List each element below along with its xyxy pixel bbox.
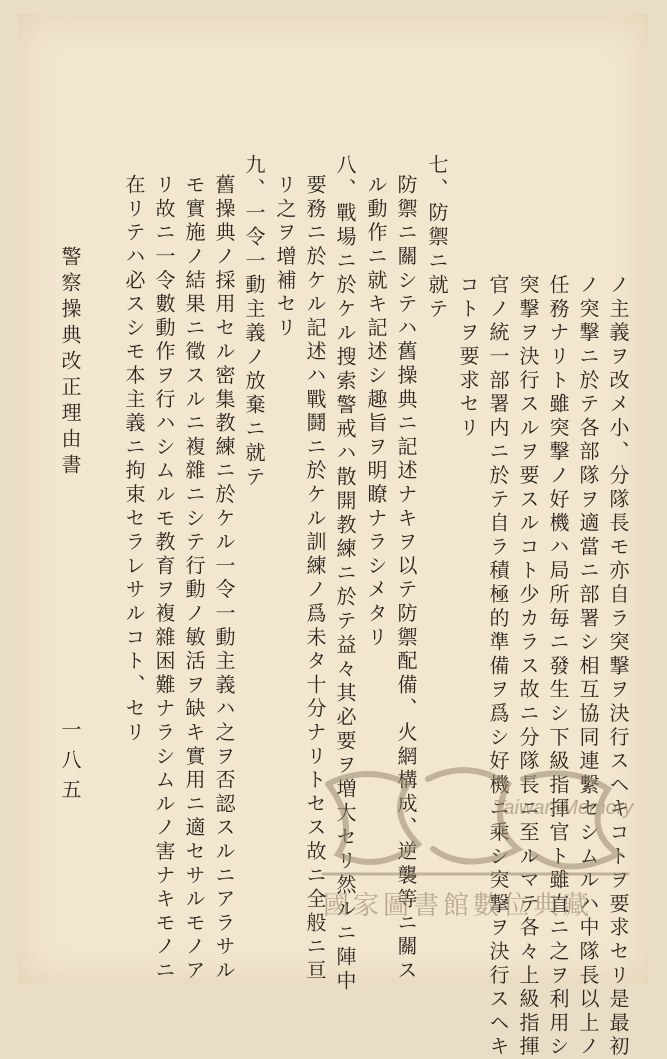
text-column-11: 舊操典ノ採用セル密集教練ニ於ケル一令一動主義ハ之ヲ否認スルニアラサル (212, 174, 236, 984)
text-column-4: 突撃ヲ決行スルヲ要スルコト少カラス故ニ分隊長ニ至ルマテ各々上級指揮 (516, 274, 540, 1059)
svg-text:Taiwan Memory: Taiwan Memory (493, 797, 634, 819)
page-number: 一八五 (58, 719, 82, 809)
svg-text:國家圖書館數位典藏: 國家圖書館數位典藏 (323, 891, 594, 921)
text-column-1: ノ主義ヲ改メ小、分隊長モ亦自ラ突撃ヲ決行スヘキコトヲ要求セリ是最初 (606, 274, 630, 1059)
section-heading-9: 九、一令一動主義ノ放棄ニ就テ (242, 154, 266, 490)
section-heading-8: 八、戰場ニ於ケル搜索警戒ハ散開教練ニ於テ益々其必要ヲ増大セリ然ルニ陣中 (333, 154, 357, 994)
text-column-8: ル動作ニ就キ記述シ趣旨ヲ明瞭ナラシメタリ (364, 174, 388, 650)
text-column-13: リ故ニ一令數動作ヲ行ハシムルモ教育ヲ複雜困難ナラシムルノ害ナキモノニ (152, 174, 176, 984)
text-column-12: モ實施ノ結果ニ徵スルニ複雜ニシテ行動ノ敏活ヲ缺キ實用ニ適セサルモノア (182, 174, 206, 984)
text-column-3: 任務ナリト雖突撃ノ好機ハ局所毎ニ發生シ下級指揮官ト雖直ニ之ヲ利用シ (546, 274, 570, 1059)
text-column-7: 防禦ニ關シテハ舊操典ニ記述ナキヲ以テ防禦配備、火網構成、逆襲等ニ關ス (394, 174, 418, 984)
text-column-14: 在リテハ必スシモ本主義ニ拘束セラレサルコト、セリ (122, 174, 146, 746)
text-column-5: 官ノ統一部署内ニ於テ自ラ積極的準備ヲ爲シ好機ニ乘シ突撃ヲ決行スヘキ (486, 274, 510, 1059)
document-page (18, 14, 648, 1059)
section-heading-7: 七、防禦ニ就テ (425, 154, 449, 322)
document-footer-title: 警察操典改正理由書 (58, 246, 82, 480)
taiwan-memory-watermark (308, 754, 648, 929)
text-column-9: 要務ニ於ケル記述ハ戰鬪ニ於ケル訓練ノ爲未タ十分ナリトセス故ニ全般ニ亘 (303, 174, 327, 984)
text-column-2: ノ突撃ニ於テ各部隊ヲ適當ニ部署シ相互協同連繫セシムルハ中隊長以上ノ (576, 274, 600, 1059)
text-column-6: コトヲ要求セリ (456, 274, 480, 441)
text-column-10: リ之ヲ增補セリ (273, 174, 297, 341)
